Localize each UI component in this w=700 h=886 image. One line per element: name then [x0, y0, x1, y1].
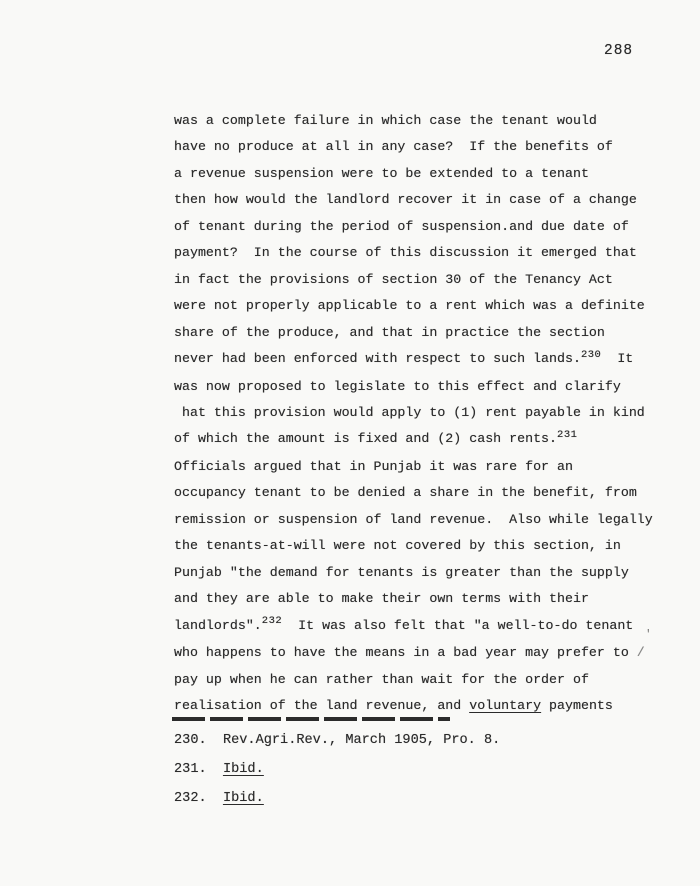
footnote-reference-superscript: 230	[580, 348, 602, 361]
body-text-line: have no produce at all in any case? If the benefits of	[174, 139, 613, 155]
body-text-line: Officials argued that in Punjab it was rare for an	[174, 458, 573, 474]
body-text-line: landlords".$^{232}$ It was also felt that "a well-to-do tenant	[174, 615, 634, 633]
footnote-reference-superscript: 231	[557, 428, 578, 441]
page-number: 288	[604, 43, 634, 59]
body-text-line: Punjab "the demand for tenants is greater than the supply	[174, 564, 629, 580]
footnote-line: 230. Rev.Agri.Rev., March 1905, Pro. 8.	[174, 733, 501, 748]
body-text-line: occupancy tenant to be denied a share in the benefit, from	[174, 485, 637, 501]
body-text-line: then how would the landlord recover it in case of a change	[174, 192, 637, 208]
body-text	[174, 108, 674, 719]
body-text-line: who happens to have the means in a bad year may prefer to /	[174, 645, 645, 661]
footnote-separator-rule	[172, 717, 450, 721]
body-text-line: pay up when he can rather than wait for the order of	[174, 671, 589, 687]
body-text-line: share of the produce, and that in practice the section	[174, 324, 605, 340]
body-text-line: remission or suspension of land revenue. Also while legally	[174, 511, 653, 527]
body-text-line: in fact the provisions of section 30 of the Tenancy Act	[174, 271, 613, 287]
body-text-line: of which the amount is fixed and (2) cash rents.$^{231}$	[174, 428, 578, 447]
footnote-reference-superscript: 232	[261, 615, 283, 628]
body-text-line: a revenue suspension were to be extended to a tenant	[174, 165, 589, 181]
footnote-line: 231. Ibid.	[174, 761, 264, 777]
body-text-line: realisation of the land revenue, and voluntary payments	[174, 697, 613, 713]
body-text-line: was a complete failure in which case the tenant would	[174, 113, 597, 128]
scan-artifact-mark: /	[628, 645, 645, 661]
footnote-line: 232. Ibid.	[174, 790, 264, 806]
footnotes	[174, 727, 674, 813]
body-text-line: of tenant during the period of suspension.and due date of	[174, 218, 629, 234]
body-text-line: were not properly applicable to a rent which was a definite	[174, 298, 645, 314]
scan-artifact-mark: '	[645, 629, 652, 641]
body-text-line: the tenants-at-will were not covered by this section, in	[174, 538, 621, 554]
body-text-line: never had been enforced with respect to such lands.$^{230}$ It	[174, 348, 634, 367]
body-text-line: hat this provision would apply to (1) rent payable in kind	[174, 404, 645, 420]
body-text-line: was now proposed to legislate to this effect and clarify	[174, 378, 621, 394]
body-text-line: and they are able to make their own terms with their	[174, 591, 589, 607]
body-text-line: payment? In the course of this discussion it emerged that	[174, 245, 637, 261]
